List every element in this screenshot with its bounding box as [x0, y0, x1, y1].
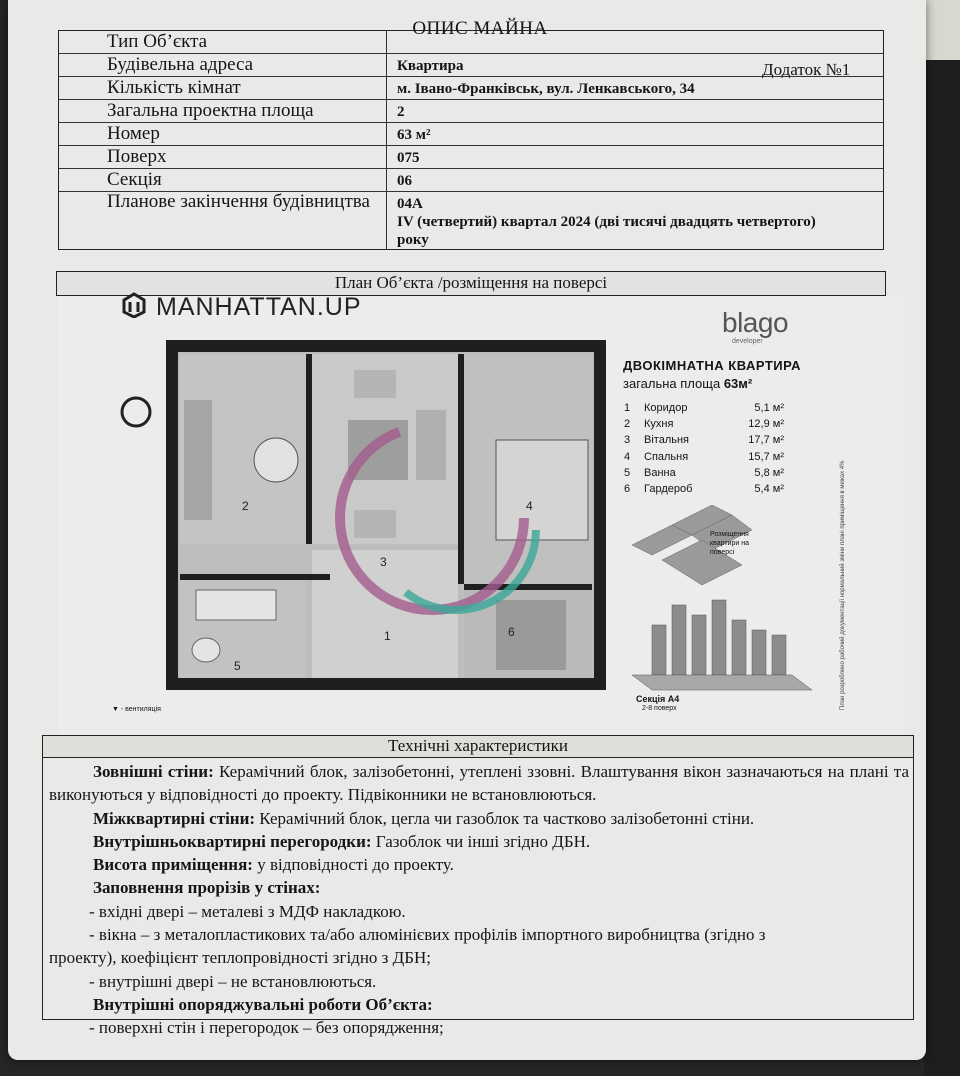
entry-door-line: - вхідні двері – металеві з МДФ накладкою. [89, 901, 406, 921]
plan-disclaimer [840, 460, 848, 710]
room-area: 5,1 м² [754, 402, 784, 415]
info-label: Загальна проектна площа [59, 100, 387, 122]
plan-disclaimer-text: План розроблено рабочий документації нормальний зміни плані приміщення в межах 4% [840, 460, 846, 710]
room-name: Кухня [644, 418, 674, 431]
info-row [59, 31, 883, 54]
walls-finish-line: - поверхні стін і перегородок – без опорядження; [89, 1018, 444, 1038]
info-value: 075 [397, 150, 420, 166]
info-value [387, 31, 883, 53]
room-area: 12,9 м² [748, 418, 784, 431]
section-floors: 2-8 поверх [642, 705, 677, 712]
partitions-paragraph [49, 830, 909, 853]
room-area: 5,4 м² [754, 483, 784, 496]
room-name: Вітальня [644, 434, 689, 447]
room-number-4: 4 [526, 499, 533, 513]
info-value-line: IV (четвертий) квартал 2024 (дві тисячі двадцять четвертого) року [397, 214, 816, 248]
property-info-table [58, 30, 884, 250]
dark-surface [924, 0, 960, 1076]
info-label: Секція [59, 169, 387, 191]
info-label: Планове закінчення будівництва [59, 192, 387, 249]
room-area: 17,7 м² [748, 434, 784, 447]
room-number-5: 5 [234, 659, 241, 673]
room-name: Ванна [644, 466, 676, 479]
info-row [59, 100, 883, 123]
document-title: ОПИС МАЙНА [412, 18, 548, 39]
area-label: загальна площа [623, 376, 721, 391]
blago-subtitle: developer [732, 338, 763, 345]
partitions-label: Внутрішньоквартирні перегородки: [93, 831, 372, 851]
info-value: м. Івано-Франківськ, вул. Ленкавського, 34 [397, 81, 695, 97]
room-item [624, 432, 784, 448]
room-num: 2 [624, 418, 631, 431]
openings-label: Заповнення прорізів у стінах: [93, 878, 321, 898]
info-row [59, 123, 883, 146]
room-name: Спальня [644, 450, 689, 463]
apartment-area [623, 376, 752, 391]
inter-walls-paragraph [49, 807, 909, 830]
room-item [624, 400, 784, 416]
room-num: 6 [624, 483, 631, 496]
room-name: Гардероб [644, 483, 693, 496]
tech-body [43, 758, 913, 1040]
outer-walls-text: Керамічний блок, залізобетонні, утеплені ззовні. Влаштування вікон зазначаються на плані та виконуються у відповідності до проекту. Підвіконники не встановлюються. [49, 762, 909, 805]
room-item [624, 481, 784, 497]
info-value-line: 04А [397, 196, 423, 212]
info-row [59, 192, 883, 249]
height-paragraph [49, 853, 909, 876]
section-label: Секція А4 [636, 694, 680, 704]
windows-line-cont: проекту), коефіцієнт теплопровідності згідно з ДБН; [49, 948, 431, 968]
info-value: 2 [397, 104, 405, 120]
info-label: Поверх [59, 146, 387, 168]
info-row [59, 146, 883, 169]
manhattan-logo-icon [120, 290, 148, 318]
apartment-title: ДВОКІМНАТНА КВАРТИРА [623, 358, 802, 373]
room-list [624, 400, 784, 497]
blago-logo: blago [722, 307, 789, 338]
room-item [624, 465, 784, 481]
info-row [59, 169, 883, 192]
partitions-text: Газоблок чи інші згідно ДБН. [371, 831, 591, 851]
room-number-2: 2 [242, 499, 249, 513]
info-value [387, 192, 883, 249]
info-value: 06 [397, 173, 412, 189]
room-item [624, 449, 784, 465]
room-num: 3 [624, 434, 631, 447]
room-num: 4 [624, 450, 631, 463]
room-number-6: 6 [508, 625, 515, 639]
inner-doors-line: - внутрішні двері – не встановлюються. [89, 971, 377, 991]
info-label: Номер [59, 123, 387, 145]
outer-walls-paragraph [49, 760, 909, 807]
inter-walls-text: Керамічний блок, цегла чи газоблок та частково залізобетонні стіни. [255, 808, 755, 828]
brand-logo-text: MANHATTAN.UP [156, 293, 362, 321]
height-label: Висота приміщення: [93, 855, 253, 875]
technical-specs [42, 735, 914, 1038]
plan-section-title: План Об’єкта /розміщення на поверсі [56, 271, 886, 296]
apartment-floor-plan [116, 340, 616, 696]
placement-label: Розміщення квартири на поверсі [710, 531, 749, 556]
room-number-1: 1 [384, 629, 391, 643]
area-value: 63м² [723, 376, 753, 391]
room-number-3: 3 [380, 555, 387, 569]
outer-walls-label: Зовнішні стіни: [93, 762, 214, 781]
openings-heading [49, 876, 909, 899]
info-label: Тип Об’єкта [59, 31, 387, 53]
room-area: 5,8 м² [754, 466, 784, 479]
finishing-heading [49, 993, 909, 1016]
info-value: 63 м² [397, 127, 431, 143]
room-area: 15,7 м² [748, 450, 784, 463]
inter-walls-label: Міжквартирні стіни: [93, 808, 256, 828]
room-num: 5 [624, 466, 631, 479]
room-item [624, 416, 784, 432]
windows-line: - вікна – з металопластикових та/або алюмінієвих профілів імпортного виробництва (згідно з [89, 925, 766, 945]
ventilation-legend: ▼ - вентиляція [112, 706, 161, 713]
room-num: 1 [624, 402, 631, 415]
appendix-label: Додаток №1 [762, 60, 851, 79]
height-text: у відповідності до проекту. [252, 855, 454, 875]
info-value: Квартира [397, 58, 464, 74]
info-row [59, 77, 883, 100]
info-label: Кількість кімнат [59, 77, 387, 99]
info-row [59, 54, 883, 77]
info-label: Будівельна адреса [59, 54, 387, 76]
finishing-label: Внутрішні опоряджувальні роботи Об’єкта: [93, 994, 433, 1014]
room-name: Коридор [644, 402, 688, 415]
compass-icon [122, 398, 150, 426]
tech-title: Технічні характеристики [43, 736, 913, 758]
